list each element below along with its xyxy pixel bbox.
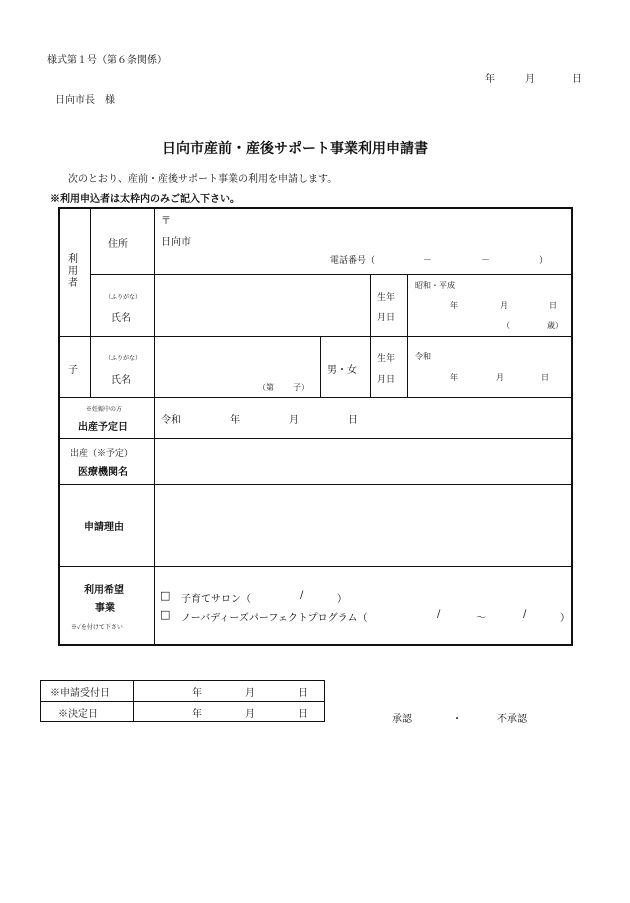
col-line-label <box>154 209 155 646</box>
applicant-year: 年 <box>450 301 458 310</box>
child-order-open: （第 <box>258 383 274 392</box>
child-era: 令和 <box>415 352 431 361</box>
col-line-birth <box>370 274 371 397</box>
row-line-6 <box>60 566 573 567</box>
facility-label-2: 医療機関名 <box>78 467 128 478</box>
fill-note: ※利用申込者は太枠内のみご記入下さい。 <box>50 194 240 205</box>
applicant-month: 月 <box>500 301 508 310</box>
received-year: 年 <box>192 688 202 699</box>
decided-day: 日 <box>298 709 308 720</box>
child-month: 月 <box>496 373 504 382</box>
row-line-1 <box>91 274 573 275</box>
office-col-line <box>133 681 134 721</box>
applicant-day: 日 <box>549 301 557 310</box>
header-date-year: 年 <box>485 74 495 85</box>
due-label: 出産予定日 <box>78 422 128 433</box>
child-order-close: 子） <box>293 383 309 392</box>
reject-option: 不承認 <box>497 714 527 725</box>
applicant-name-label: 氏名 <box>111 313 131 324</box>
child-year: 年 <box>450 373 458 382</box>
col-line-birthval <box>407 274 408 397</box>
child-day: 日 <box>541 373 549 382</box>
applicant-age-open: （ <box>502 321 510 330</box>
due-month: 月 <box>289 415 299 426</box>
intro-text: 次のとおり、産前・産後サポート事業の利用を申請します。 <box>68 174 338 185</box>
npp-label: ノーバディーズパーフェクトプログラム（ <box>181 613 368 624</box>
row-line-3 <box>60 397 573 398</box>
phone-close: ） <box>539 256 549 266</box>
applicant-age-close: 歳） <box>547 321 563 330</box>
salon-label: 子育てサロン（ <box>181 594 251 605</box>
phone-dash-2: － <box>481 256 491 266</box>
approve-separator: ・ <box>452 714 462 725</box>
form-number: 様式第１号（第６条関係） <box>47 55 167 66</box>
reason-label: 申請理由 <box>84 522 124 533</box>
received-day: 日 <box>298 688 308 699</box>
row-line-4 <box>60 438 573 439</box>
npp-checkbox[interactable]: □ <box>160 608 171 621</box>
applicant-group-label: 利 用 者 <box>68 254 78 289</box>
child-name-label: 氏名 <box>111 375 131 386</box>
npp-close: ） <box>560 613 570 624</box>
service-label-1: 利用希望 <box>84 585 124 596</box>
page-title: 日向市産前・産後サポート事業利用申請書 <box>162 141 428 157</box>
service-label-2: 事業 <box>95 603 115 614</box>
applicant-birth-label-2: 月日 <box>377 313 396 323</box>
npp-slash-1: / <box>437 609 441 620</box>
npp-tilde: ～ <box>476 613 486 624</box>
applicant-birth-label-1: 生年 <box>377 293 396 303</box>
salon-checkbox[interactable]: □ <box>160 589 171 602</box>
phone-dash-1: － <box>423 256 433 266</box>
reason-input[interactable] <box>155 486 570 564</box>
decided-month: 月 <box>245 709 255 720</box>
child-sex-select[interactable]: 男・女 <box>327 365 357 376</box>
npp-slash-2: / <box>523 609 527 620</box>
service-hint: ※✓を付けて下さい <box>71 624 123 631</box>
approve-option: 承認 <box>392 714 412 725</box>
addressee: 日向市長 様 <box>55 95 115 106</box>
postal-mark[interactable]: 〒 <box>161 216 171 227</box>
col-line-sex <box>320 336 321 397</box>
col-line-group <box>90 209 91 397</box>
child-label: 子 <box>68 365 78 376</box>
salon-slash: / <box>300 590 304 601</box>
facility-input[interactable] <box>155 440 570 480</box>
header-date-month: 月 <box>525 74 535 85</box>
facility-label-1: 出産（※予定） <box>70 449 134 459</box>
due-year: 年 <box>230 415 240 426</box>
due-era: 令和 <box>161 415 181 426</box>
child-birth-label-2: 月日 <box>377 375 396 385</box>
office-row-line <box>41 701 324 702</box>
salon-close: ） <box>337 594 347 605</box>
header-date-day: 日 <box>572 74 582 85</box>
row-line-2 <box>60 336 573 337</box>
child-furigana-label: （ふりがな） <box>105 355 142 362</box>
received-month: 月 <box>245 688 255 699</box>
applicant-era: 昭和・平成 <box>415 281 455 290</box>
address-label: 住所 <box>108 239 128 250</box>
due-day: 日 <box>348 415 358 426</box>
child-birth-label-1: 生年 <box>377 354 396 364</box>
city-text[interactable]: 日向市 <box>161 237 191 248</box>
received-label: ※申請受付日 <box>50 688 110 699</box>
row-line-5 <box>60 484 573 485</box>
applicant-furigana-label: （ふりがな） <box>105 294 142 301</box>
decided-label: ※決定日 <box>58 709 98 720</box>
decided-year: 年 <box>192 709 202 720</box>
phone-label: 電話番号（ <box>330 256 376 266</box>
application-form-box <box>58 207 573 646</box>
due-note: ※妊娠中の方 <box>86 406 123 413</box>
